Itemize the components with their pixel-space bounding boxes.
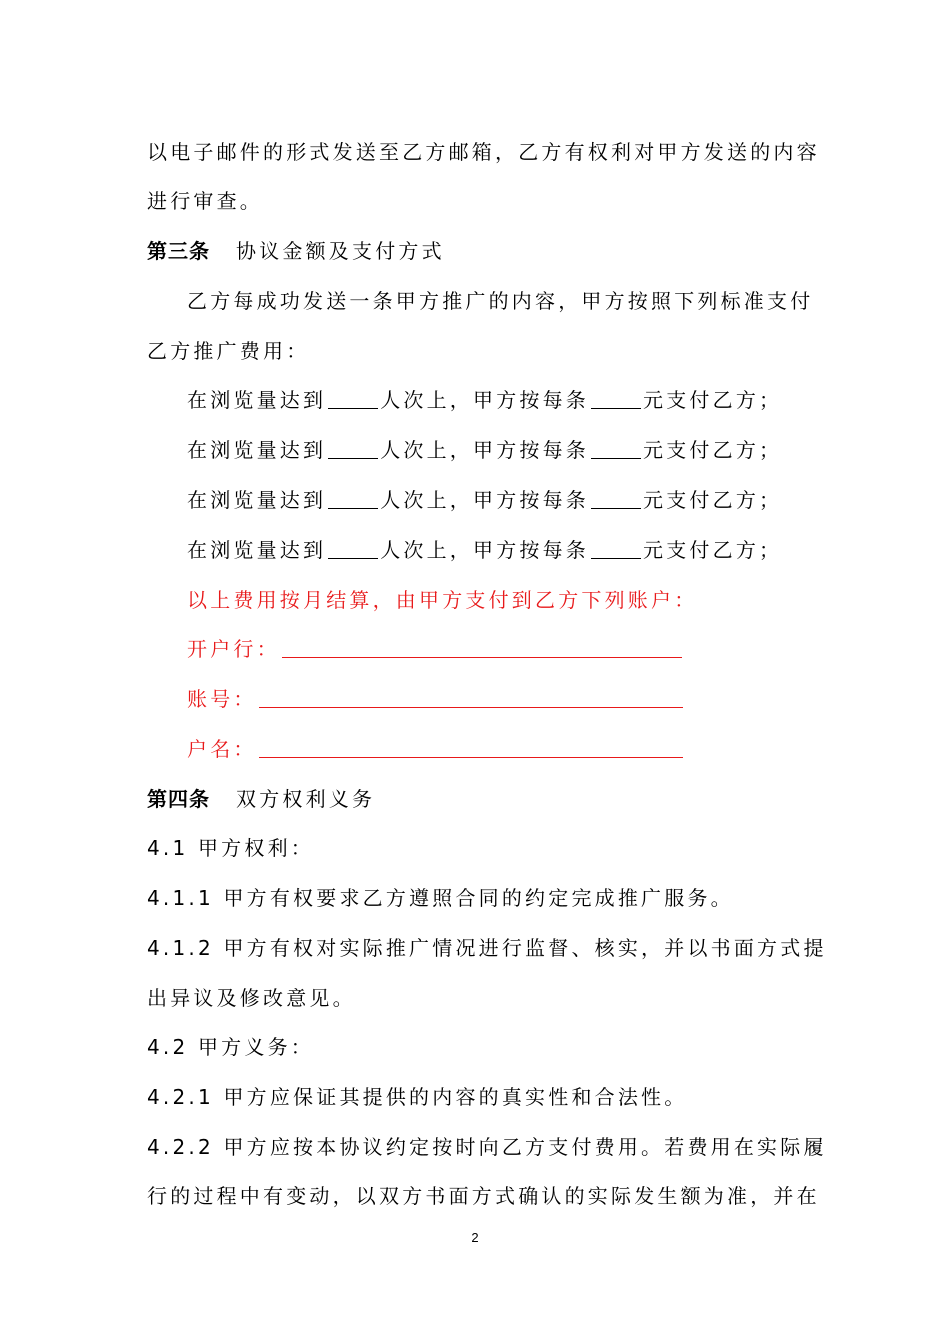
clause-line: 行的过程中有变动，以双方书面方式确认的实际发生额为准，并在 [147,1184,820,1208]
clause-line: 4.1.2 甲方有权对实际推广情况进行监督、核实，并以书面方式提 [147,936,827,960]
article-3-title: 协议金额及支付方式 [236,239,445,263]
price-blank [591,488,641,509]
price-blank [591,388,641,409]
settlement-note: 以上费用按月结算，由甲方支付到乙方下列账户： [187,588,698,612]
clause-line: 4.2.2 甲方应按本协议约定按时向乙方支付费用。若费用在实际履 [147,1135,827,1159]
clause-line: 出异议及修改意见。 [147,986,356,1010]
price-blank [591,438,641,459]
account-number-blank [259,687,683,708]
bank-row [187,637,684,661]
clause-line: 4.1 甲方权利： [147,836,314,860]
article-4-title: 双方权利义务 [236,787,376,811]
bank-blank [282,637,682,658]
views-blank [328,538,378,559]
article-4-heading [147,787,375,811]
views-blank [328,388,378,409]
clause-line: 4.1.1 甲方有权要求乙方遵照合同的约定完成推广服务。 [147,886,734,910]
rate-label: 在浏览量达到 [187,388,327,412]
text-line: 进行审查。 [147,189,263,213]
bank-label: 开户行： [187,637,280,661]
views-blank [328,438,378,459]
article-4-label: 第四条 [147,787,210,811]
rate-row [187,438,782,462]
text-line: 乙方每成功发送一条甲方推广的内容，甲方按照下列标准支付 [187,289,814,313]
rate-label: 元支付乙方； [643,438,783,462]
account-name-row [187,737,685,761]
rate-label: 人次上，甲方按每条 [380,438,590,462]
views-blank [328,488,378,509]
text-line: 以电子邮件的形式发送至乙方邮箱，乙方有权利对甲方发送的内容 [147,140,820,164]
rate-label: 在浏览量达到 [187,438,327,462]
rate-row [187,488,782,512]
rate-label: 元支付乙方； [643,488,783,512]
rate-label: 元支付乙方； [643,538,783,562]
rate-label: 人次上，甲方按每条 [380,488,590,512]
rate-row [187,388,782,412]
article-3-heading [147,239,445,263]
rate-label: 元支付乙方； [643,388,783,412]
account-name-label: 户名： [187,737,257,761]
text-line: 乙方推广费用： [147,339,310,363]
page-number: 2 [471,1230,479,1245]
rate-label: 在浏览量达到 [187,488,327,512]
price-blank [591,538,641,559]
clause-line: 4.2 甲方义务： [147,1035,314,1059]
article-3-label: 第三条 [147,239,210,263]
account-name-blank [259,737,683,758]
account-number-label: 账号： [187,687,257,711]
rate-row [187,538,782,562]
rate-label: 在浏览量达到 [187,538,327,562]
clause-line: 4.2.1 甲方应保证其提供的内容的真实性和合法性。 [147,1085,688,1109]
account-number-row [187,687,685,711]
rate-label: 人次上，甲方按每条 [380,388,590,412]
rate-label: 人次上，甲方按每条 [380,538,590,562]
